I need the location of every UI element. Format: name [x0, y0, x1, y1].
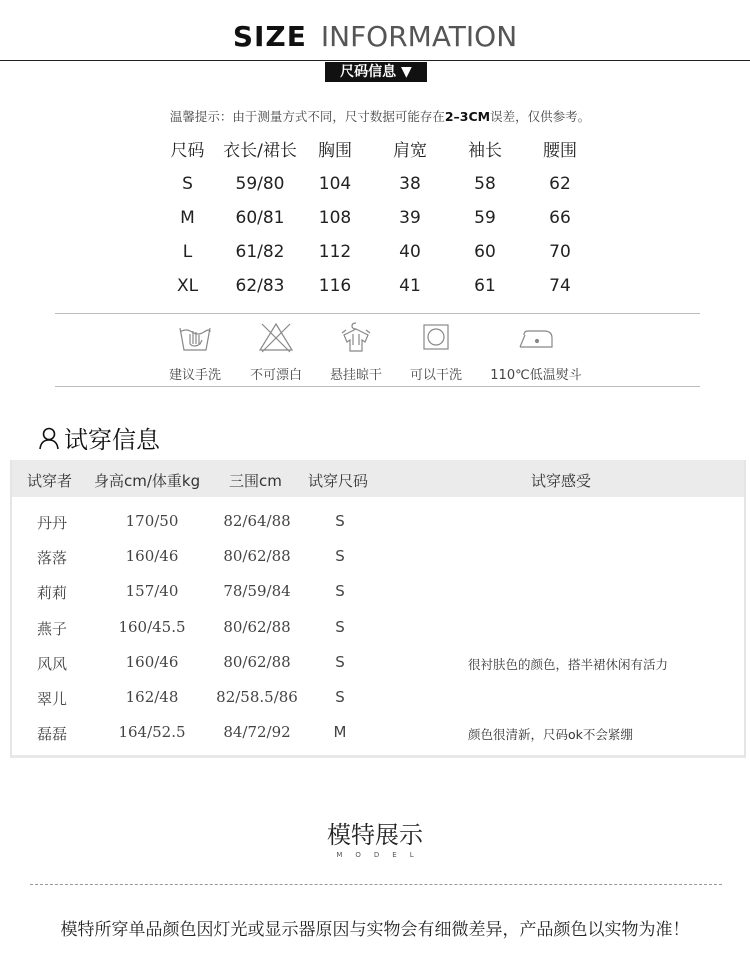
header-title-light: INFORMATION	[320, 20, 518, 53]
tryon-cell-size: S	[335, 618, 345, 636]
size-header-cell: 尺码	[170, 141, 205, 161]
color-disclaimer: 模特所穿单品颜色因灯光或显示器原因与实物会有细微差异，产品颜色以实物为准！	[60, 920, 690, 940]
tryon-cell-feeling: 很衬肤色的颜色，搭半裙休闲有活力	[468, 657, 669, 672]
care-item-no-bleach	[236, 318, 316, 383]
tryon-cell-measurements: 78/59/84	[223, 582, 291, 600]
model-dashed-divider	[30, 884, 722, 885]
user-icon	[38, 426, 60, 450]
tryon-cell-height-weight: 157/40	[125, 582, 179, 600]
tryon-cell-name: 磊磊	[36, 725, 67, 743]
size-cell: 59/80	[235, 174, 285, 194]
tryon-cell-height-weight: 160/45.5	[118, 618, 186, 636]
tryon-header-cell: 试穿感受	[531, 472, 592, 490]
size-cell: 62	[549, 174, 571, 194]
size-cell: 108	[318, 208, 352, 228]
size-header-cell: 衣长/裙长	[223, 141, 297, 161]
tryon-table	[10, 460, 746, 758]
tryon-cell-size: M	[333, 723, 347, 741]
tryon-cell-name: 风风	[36, 655, 67, 673]
size-cell: 61	[474, 276, 496, 296]
tryon-cell-measurements: 82/64/88	[223, 512, 291, 530]
tryon-row	[12, 618, 744, 648]
tryon-table-header	[12, 460, 744, 497]
size-cell: 40	[399, 242, 421, 262]
care-top-divider	[55, 313, 700, 314]
low-iron-icon	[476, 318, 596, 356]
tryon-cell-measurements: 80/62/88	[223, 547, 291, 565]
tryon-cell-height-weight: 162/48	[125, 688, 179, 706]
size-cell: 66	[549, 208, 571, 228]
model-section-subtitle: MODEL	[336, 851, 427, 859]
tryon-cell-size: S	[335, 688, 345, 706]
size-header-cell: 肩宽	[393, 141, 427, 161]
size-cell: XL	[176, 276, 199, 296]
size-cell: 116	[318, 276, 352, 296]
tryon-row	[12, 653, 744, 683]
tryon-cell-measurements: 84/72/92	[223, 723, 291, 741]
care-item-low-iron	[476, 318, 596, 383]
tryon-row	[12, 547, 744, 577]
tryon-cell-measurements: 80/62/88	[223, 653, 291, 671]
size-table-row	[150, 208, 610, 236]
tryon-header-cell: 试穿尺码	[308, 472, 369, 490]
tryon-cell-measurements: 80/62/88	[223, 618, 291, 636]
size-cell: 59	[474, 208, 496, 228]
tryon-row	[12, 512, 744, 542]
tryon-cell-name: 莉莉	[36, 584, 67, 602]
tryon-cell-size: S	[335, 547, 345, 565]
tryon-header-cell: 试穿者	[27, 472, 73, 490]
size-table-header	[150, 136, 610, 164]
hand-wash-icon	[155, 318, 235, 356]
tryon-cell-size: S	[335, 653, 345, 671]
size-cell: 74	[549, 276, 571, 296]
size-cell: M	[180, 208, 195, 228]
size-table-row	[150, 174, 610, 202]
section-header	[0, 20, 750, 53]
tryon-cell-name: 翠儿	[36, 690, 67, 708]
size-cell: 61/82	[235, 242, 285, 262]
tryon-section-title	[38, 420, 160, 455]
size-cell: 60/81	[235, 208, 285, 228]
size-table-row	[150, 242, 610, 270]
tryon-cell-measurements: 82/58.5/86	[216, 688, 298, 706]
tryon-row	[12, 582, 744, 612]
size-info-badge: 尺码信息 ▼	[325, 62, 427, 82]
tryon-cell-height-weight: 170/50	[125, 512, 179, 530]
header-divider	[0, 60, 750, 61]
size-header-cell: 腰围	[543, 141, 577, 161]
tryon-cell-name: 落落	[36, 549, 67, 567]
size-cell: 62/83	[235, 276, 285, 296]
tryon-header-cell: 身高cm/体重kg	[94, 472, 201, 490]
tryon-cell-height-weight: 160/46	[125, 653, 179, 671]
size-cell: 39	[399, 208, 421, 228]
tip-prefix: 温馨提示：由于测量方式不同，尺寸数据可能存在	[169, 109, 445, 124]
tryon-header-cell: 三围cm	[229, 472, 282, 490]
care-label: 不可漂白	[249, 368, 302, 383]
size-cell: 60	[474, 242, 496, 262]
care-label: 可以干洗	[409, 368, 462, 383]
care-bottom-divider	[55, 386, 700, 387]
size-cell: S	[182, 174, 193, 194]
care-item-hang-dry	[316, 318, 396, 383]
size-table-row	[150, 276, 610, 304]
care-label: 建议手洗	[168, 368, 221, 383]
care-item-hand-wash	[155, 318, 235, 383]
tryon-cell-name: 燕子	[36, 620, 67, 638]
tryon-title-text: 试穿信息	[64, 426, 160, 454]
size-cell: 41	[399, 276, 421, 296]
size-cell: 38	[399, 174, 421, 194]
tip-range: 2–3CM	[444, 109, 491, 124]
tryon-cell-name: 丹丹	[36, 514, 67, 532]
tryon-cell-size: S	[335, 512, 345, 530]
size-header-cell: 胸围	[318, 141, 352, 161]
model-section-title: 模特展示	[327, 821, 423, 849]
tryon-cell-size: S	[335, 582, 345, 600]
tryon-cell-feeling: 颜色很清新，尺码ok不会紧绷	[468, 727, 633, 742]
care-item-dry-clean	[396, 318, 476, 383]
tryon-cell-height-weight: 164/52.5	[118, 723, 186, 741]
tryon-row	[12, 688, 744, 718]
hang-dry-icon	[316, 318, 396, 356]
size-header-cell: 袖长	[468, 141, 502, 161]
size-cell: 70	[549, 242, 571, 262]
tryon-cell-height-weight: 160/46	[125, 547, 179, 565]
tip-suffix: 误差，仅供参考。	[490, 109, 591, 124]
header-title-bold: SIZE	[232, 20, 307, 53]
care-label: 110℃低温熨斗	[490, 368, 582, 383]
measurement-tip	[0, 107, 750, 125]
size-cell: 58	[474, 174, 496, 194]
size-cell: L	[182, 242, 193, 262]
no-bleach-icon	[236, 318, 316, 356]
dry-clean-icon	[396, 318, 476, 356]
size-cell: 112	[318, 242, 352, 262]
size-cell: 104	[318, 174, 352, 194]
care-label: 悬挂晾干	[329, 368, 382, 383]
tryon-row	[12, 723, 744, 753]
